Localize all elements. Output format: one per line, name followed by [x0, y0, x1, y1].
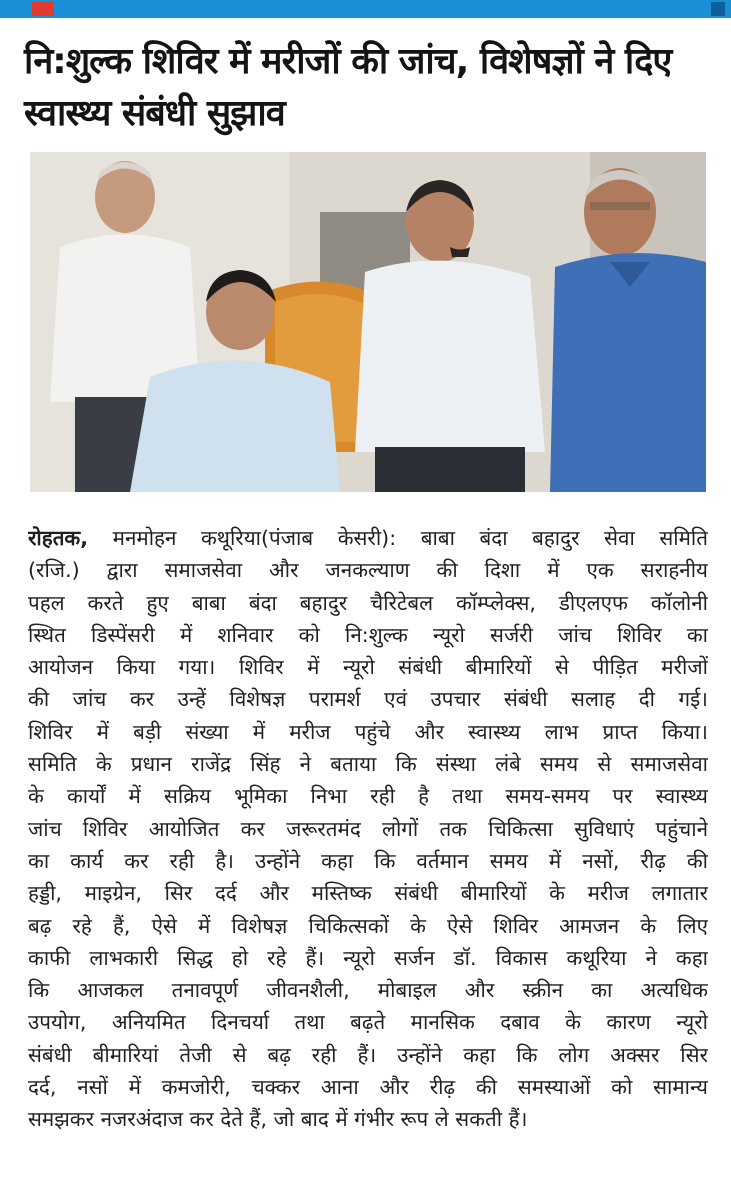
article-line: आयोजन किया गया। शिविर में न्यूरो संबंधी बीमारियों से पीड़ित मरीजों — [28, 655, 708, 680]
section-marker — [32, 2, 54, 16]
article-line: जांच शिविर आयोजित कर जरूरतमंद लोगों तक चिकित्सा सुविधाएं पहुंचाने — [28, 816, 708, 841]
article-line: स्थित डिस्पेंसरी में शनिवार को नि:शुल्क न्यूरो सर्जरी जांच शिविर का — [28, 622, 708, 647]
photo-illustration — [30, 152, 706, 492]
article-line-text: मनमोहन कथूरिया(पंजाब केसरी): बाबा बंदा बहादुर सेवा समिति — [88, 526, 708, 550]
article-headline — [24, 36, 714, 140]
headline-line-1: नि:शुल्क शिविर में मरीजों की जांच, विशेषज्ञों ने दिए — [24, 41, 672, 82]
article-line: कि आजकल तनावपूर्ण जीवनशैली, मोबाइल और स्क्रीन का अत्यधिक — [28, 978, 708, 1003]
news-photo — [30, 152, 706, 492]
article-line: बढ़ रहे हैं, ऐसे में विशेषज्ञ चिकित्सकों के ऐसे शिविर आमजन के लिए — [28, 913, 708, 938]
article-line — [28, 522, 708, 554]
article-line: उपयोग, अनियमित दिनचर्या तथा बढ़ते मानसिक दबाव के कारण न्यूरो — [28, 1010, 708, 1035]
article-line: शिविर में बड़ी संख्या में मरीज पहुंचे और स्वास्थ्य लाभ प्राप्त किया। — [28, 719, 708, 744]
article-body — [28, 522, 708, 1136]
article-line: समिति के प्रधान राजेंद्र सिंह ने बताया कि संस्था लंबे समय से समाजसेवा — [28, 752, 708, 777]
headline-line-2: स्वास्थ्य संबंधी सुझाव — [24, 93, 285, 134]
article-line: दर्द, नसों में कमजोरी, चक्कर आना और रीढ़ की समस्याओं को सामान्य — [28, 1075, 708, 1100]
article-line: संबंधी बीमारियां तेजी से बढ़ रही हैं। उन्होंने कहा कि लोग अक्सर सिर — [28, 1042, 708, 1067]
article-line: समझकर नजरअंदाज कर देते हैं, जो बाद में गंभीर रूप ले सकती हैं। — [28, 1107, 528, 1132]
article-line: के कार्यों में सक्रिय भूमिका निभा रही है तथा समय-समय पर स्वास्थ्य — [28, 784, 708, 809]
article-line: की जांच कर उन्हें विशेषज्ञ परामर्श एवं उपचार संबंधी सलाह दी गई। — [28, 687, 708, 712]
section-top-bar — [0, 0, 731, 18]
article-line: (रजि.) द्वारा समाजसेवा और जनकल्याण की दिशा में एक सराहनीय — [28, 558, 708, 583]
article-dateline: रोहतक, — [28, 526, 89, 550]
article-line: का कार्य कर रही है। उन्होंने कहा कि वर्तमान समय में नसों, रीढ़ की — [28, 848, 708, 873]
article-line: काफी लाभकारी सिद्ध हो रहे हैं। न्यूरो सर्जन डॉ. विकास कथूरिया ने कहा — [28, 945, 708, 970]
article-line: हड्डी, माइग्रेन, सिर दर्द और मस्तिष्क संबंधी बीमारियों के मरीज लगातार — [28, 881, 708, 906]
article-line: पहल करते हुए बाबा बंदा बहादुर चैरिटेबल कॉम्प्लेक्स, डीएलएफ कॉलोनी — [28, 590, 708, 615]
corner-marker — [711, 2, 725, 16]
